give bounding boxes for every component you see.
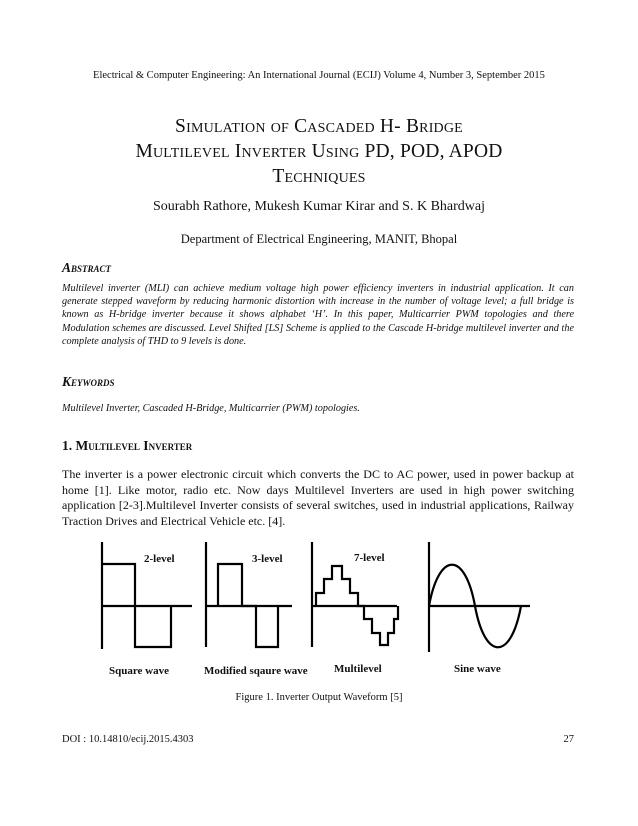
section-1-heading: 1. Multilevel Inverter [62, 438, 193, 453]
keywords-heading: Keywords [62, 374, 115, 389]
title-line-2: Multilevel Inverter Using PD, POD, APOD [135, 141, 503, 162]
authors: Sourabh Rathore, Mukesh Kumar Kirar and S. K Bhardwaj [152, 199, 486, 214]
inverter-waveform-figure [92, 537, 552, 687]
title-line-3: Techniques [272, 166, 366, 187]
figure-caption: Figure 1. Inverter Output Waveform [5] [235, 692, 403, 703]
paper-title [40, 114, 598, 189]
label-2-level: 2-level [144, 553, 175, 565]
footer-doi: DOI : 10.14810/ecij.2015.4303 [62, 734, 194, 745]
affiliation: Department of Electrical Engineering, MANIT, Bhopal [180, 232, 458, 246]
abstract-heading: Abstract [62, 260, 112, 275]
label-3-level: 3-level [252, 553, 283, 565]
section-1-text: The inverter is a power electronic circuit which converts the DC to AC power, used in power backup at home [1]. Like motor, radio etc. Now days Multilevel Inverters are used in high power switching application [2-3].Multilevel Inverter consists of several switches, used in industrial applications, Railway Traction Drives and Electrical Vehicle etc. [4]. [62, 467, 574, 528]
label-modified-square-wave: Modified sqaure wave [204, 665, 308, 677]
label-square-wave: Square wave [109, 665, 169, 677]
abstract-text: Multilevel inverter (MLI) can achieve medium voltage high power efficiency inverters in industrial application. It can generate stepped waveform by reducing harmonic distortion with increase in the number of voltage level; a full bridge is known as H-bridge inverter because it shows alphabet ‘H’. In this paper, Multicarrier PWM topologies and there Modulation schemes are discussed. Level Shifted [LS] Scheme is applied to the Cascade H-bridge multilevel inverter and the complete analysis of THD to 9 levels is done. [62, 283, 574, 347]
label-sine-wave: Sine wave [454, 663, 501, 675]
keywords-text: Multilevel Inverter, Cascaded H-Bridge, Multicarrier (PWM) topologies. [62, 403, 360, 414]
page-number: 27 [563, 734, 574, 745]
title-line-1: Simulation of Cascaded H- Bridge [175, 116, 463, 137]
journal-header: Electrical & Computer Engineering: An International Journal (ECIJ) Volume 4, Number 3, September 2015 [93, 70, 545, 81]
label-multilevel: Multilevel [334, 663, 382, 675]
label-7-level: 7-level [354, 552, 385, 564]
